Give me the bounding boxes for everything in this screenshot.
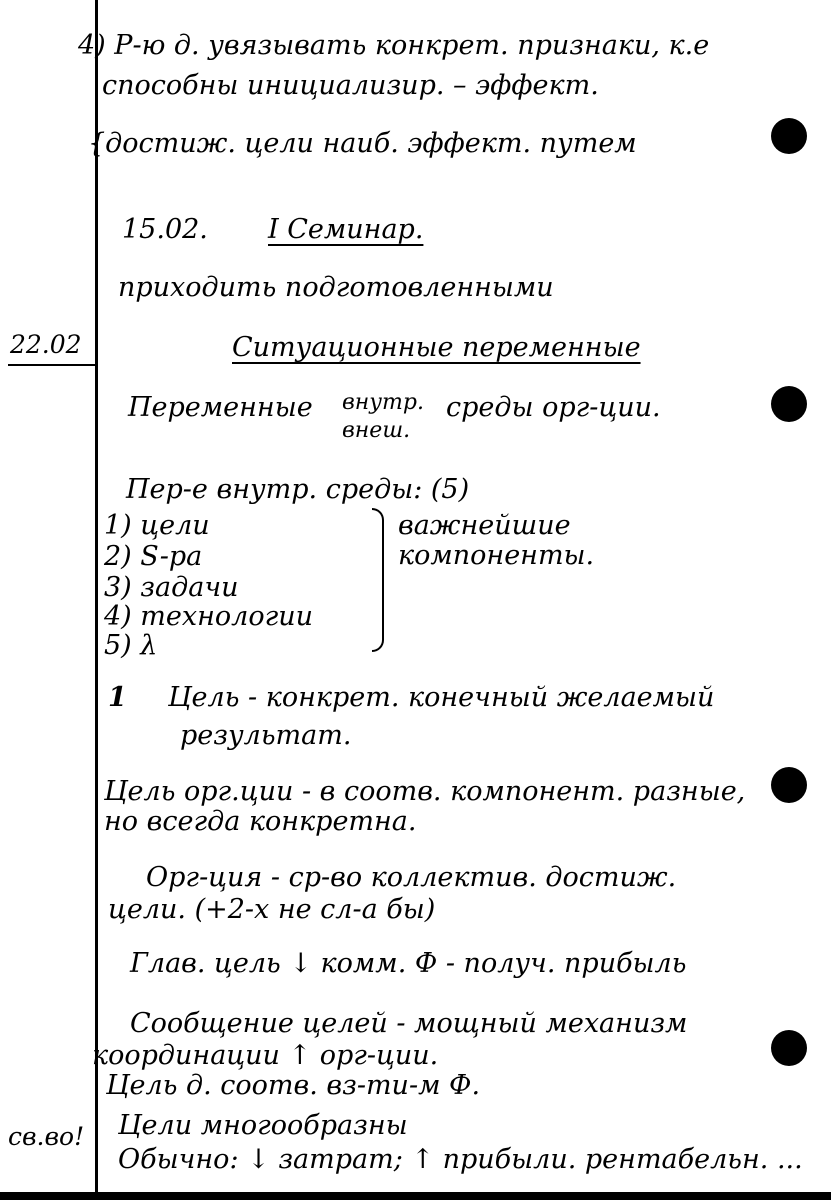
text-line: Цель - конкрет. конечный желаемый: [168, 682, 715, 713]
margin-date: 22.02: [10, 330, 82, 359]
text-line: Глав. цель ↓ комм. Ф - получ. прибыль: [130, 948, 687, 979]
item-number: 1: [108, 682, 127, 713]
seminar-date: 15.02.: [122, 214, 208, 245]
list-item: 2) S-ра: [104, 541, 203, 572]
margin-date-underline: [8, 364, 96, 366]
text-line: внутр.: [342, 390, 424, 415]
text-line: Пер-е внутр. среды: (5): [126, 474, 470, 505]
text-line: но всегда конкретна.: [104, 806, 417, 837]
seminar-heading: I Семинар.: [268, 214, 424, 245]
text-line: цели. (+2-х не сл-а бы): [108, 894, 436, 925]
brace-bracket: [372, 508, 384, 652]
section-heading: Ситуационные переменные: [232, 332, 641, 363]
binder-hole-icon: [771, 386, 807, 422]
text-line: Цель д. соотв. вз-ти-м Ф.: [106, 1070, 481, 1101]
text-line: Сообщение целей - мощный механизм: [130, 1008, 688, 1039]
binder-hole-icon: [771, 767, 807, 803]
list-item: 4) технологии: [104, 601, 314, 632]
page-bottom-edge: [0, 1192, 831, 1200]
list-item: 1) цели: [104, 510, 210, 541]
text-line: Орг-ция - ср-во коллектив. достиж.: [146, 862, 677, 893]
text-line: Цели многообразны: [118, 1110, 408, 1141]
text-line: координации ↑ орг-ции.: [92, 1040, 439, 1071]
binder-hole-icon: [771, 1030, 807, 1066]
binder-hole-icon: [771, 118, 807, 154]
margin-rule: [95, 0, 98, 1192]
text-line: результат.: [180, 720, 352, 751]
text-line: {достиж. цели наиб. эффект. путем: [88, 128, 637, 159]
text-line: Цель орг.ции - в соотв. компонент. разные,: [104, 776, 746, 807]
text-line: приходить подготовленными: [118, 272, 554, 303]
margin-note: св.во!: [8, 1122, 85, 1151]
text-line: Переменные: [128, 392, 313, 423]
text-line: способны инициализир. – эффект.: [102, 70, 599, 101]
text-line: важнейшие: [398, 510, 571, 541]
text-line: среды орг-ции.: [446, 392, 661, 423]
text-line: Обычно: ↓ затрат; ↑ прибыли. рентабельн. ...: [118, 1144, 803, 1175]
list-item: 3) задачи: [104, 572, 239, 603]
text-line: 4) Р-ю д. увязывать конкрет. признаки, к.е: [78, 30, 710, 61]
list-item: 5) λ: [104, 630, 158, 661]
text-line: внеш.: [342, 418, 411, 443]
text-line: компоненты.: [398, 540, 595, 571]
